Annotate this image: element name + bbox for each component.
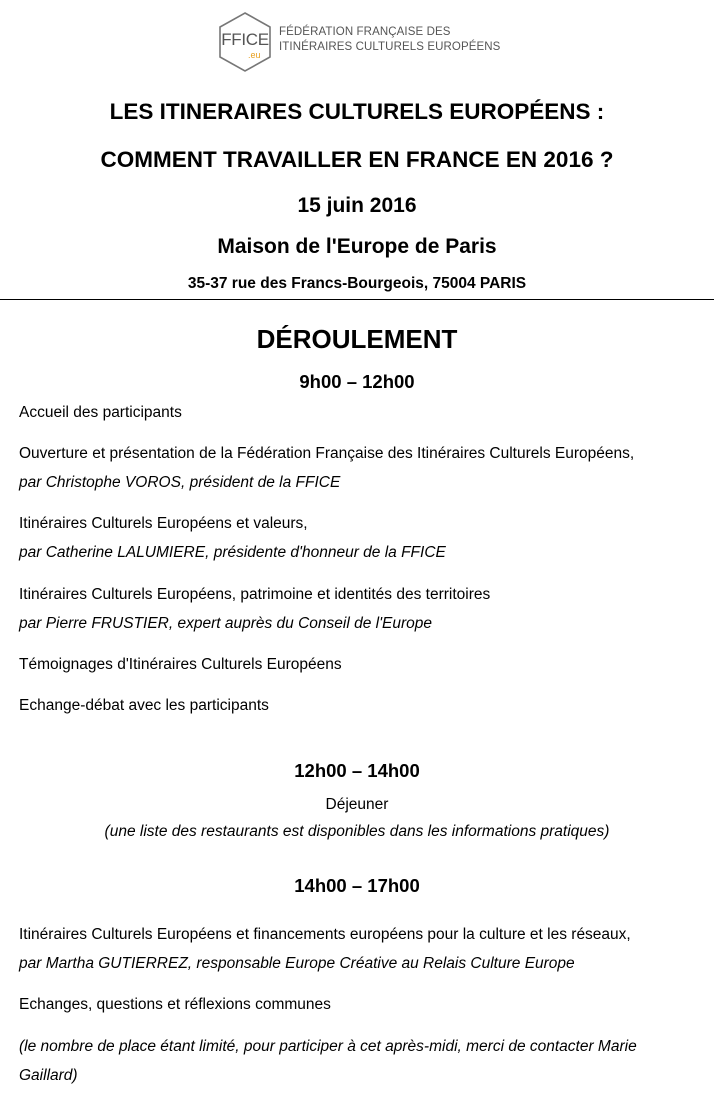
title-line-2: COMMENT TRAVAILLER EN FRANCE EN 2016 ? xyxy=(100,147,614,172)
event-date: 15 juin 2016 xyxy=(297,194,417,217)
event-address: 35-37 rue des Francs-Bourgeois, 75004 PARIS xyxy=(187,275,527,292)
lunch-note: (une liste des restaurants est disponibles dans les informations pratiques) xyxy=(104,823,610,840)
item-speaker: par Martha GUTIERREZ, responsable Europe Créative au Relais Culture Europe xyxy=(19,955,575,972)
afternoon-time: 14h00 – 17h00 xyxy=(294,875,420,896)
list-item xyxy=(19,398,699,427)
item-text: Echanges, questions et réflexions communes xyxy=(19,996,331,1013)
list-item xyxy=(19,439,699,497)
lunch-time: 12h00 – 14h00 xyxy=(294,760,420,781)
list-item xyxy=(19,990,699,1019)
divider xyxy=(0,299,714,300)
morning-time: 9h00 – 12h00 xyxy=(299,371,415,392)
item-speaker: par Catherine LALUMIERE, présidente d'honneur de la FFICE xyxy=(19,544,446,561)
item-speaker: par Pierre FRUSTIER, expert auprès du Conseil de l'Europe xyxy=(19,615,433,632)
item-text: Itinéraires Culturels Européens et valeurs, xyxy=(19,515,308,532)
item-text: Itinéraires Culturels Européens, patrimoine et identités des territoires xyxy=(19,586,491,603)
item-text: Témoignages d'Itinéraires Culturels Européens xyxy=(19,656,342,673)
afternoon-note: (le nombre de place étant limité, pour participer à cet après-midi, merci de contacter Marie Gaillard) xyxy=(19,1038,637,1084)
list-item xyxy=(19,580,699,638)
item-text: Itinéraires Culturels Européens et financements européens pour la culture et les réseaux, xyxy=(19,926,631,943)
title-line-1: LES ITINERAIRES CULTURELS EUROPÉENS : xyxy=(109,99,605,124)
list-item xyxy=(19,691,699,720)
list-item xyxy=(19,650,699,679)
event-venue: Maison de l'Europe de Paris xyxy=(217,235,497,258)
item-text: Echange-débat avec les participants xyxy=(19,697,269,714)
logo-line-1: FÉDÉRATION FRANÇAISE DES xyxy=(279,26,451,38)
logo-suffix: .eu xyxy=(248,50,261,60)
lunch-label: Déjeuner xyxy=(325,796,389,813)
logo-mark: FFICE xyxy=(221,30,269,49)
item-text: Ouverture et présentation de la Fédération Française des Itinéraires Culturels Européens, xyxy=(19,445,635,462)
program-heading: DÉROULEMENT xyxy=(256,324,458,354)
list-item xyxy=(19,509,699,567)
logo-line-2: ITINÉRAIRES CULTURELS EUROPÉENS xyxy=(279,41,501,53)
item-speaker: par Christophe VOROS, président de la FFICE xyxy=(19,474,341,491)
logo-wordmark xyxy=(279,25,500,55)
list-item xyxy=(19,920,699,978)
item-text: Accueil des participants xyxy=(19,404,182,421)
